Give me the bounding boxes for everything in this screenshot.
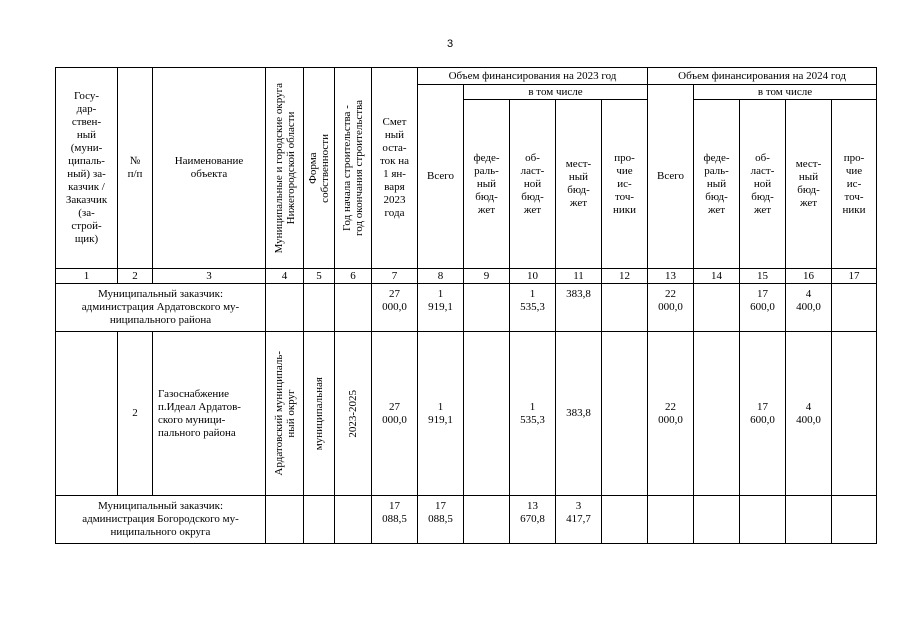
header-federal-2024: феде- раль- ный бюд- жет — [694, 100, 740, 269]
header-years — [335, 68, 372, 269]
years-text: 2023-2025 — [347, 389, 359, 438]
page-number: 3 — [447, 38, 454, 50]
federal-2024-cell — [694, 332, 740, 496]
col-number: 15 — [740, 269, 786, 284]
regional-2024-cell — [740, 496, 786, 544]
federal-2024-cell — [694, 284, 740, 332]
col-number: 11 — [556, 269, 602, 284]
balance-cell: 27 000,0 — [372, 332, 418, 496]
header-regional-2024: об- ласт- ной бюд- жет — [740, 100, 786, 269]
years-cell — [335, 332, 372, 496]
other-2023-cell — [602, 332, 648, 496]
header-local-2023: мест- ный бюд- жет — [556, 100, 602, 269]
federal-2023-cell — [464, 284, 510, 332]
total-2023-cell: 1 919,1 — [418, 332, 464, 496]
header-row-1 — [56, 68, 877, 85]
other-2023-cell — [602, 496, 648, 544]
municipality-cell — [266, 332, 304, 496]
col-number: 17 — [832, 269, 877, 284]
col-number: 5 — [304, 269, 335, 284]
header-ownership-text: Форма собственности — [307, 133, 331, 203]
total-2023-cell: 17 088,5 — [418, 496, 464, 544]
municipality-cell — [266, 496, 304, 544]
header-years-text: Год начала строительства - год окончания строительства — [341, 100, 365, 236]
col-number: 12 — [602, 269, 648, 284]
header-object-name: Наименование объекта — [153, 68, 266, 269]
table-row — [56, 332, 877, 496]
col-number: 10 — [510, 269, 556, 284]
header-other-2024: про- чие ис- точ- ники — [832, 100, 877, 269]
balance-cell: 17 088,5 — [372, 496, 418, 544]
col-number: 3 — [153, 269, 266, 284]
regional-2023-cell: 1 535,3 — [510, 332, 556, 496]
total-2024-cell: 22 000,0 — [648, 284, 694, 332]
header-incl-2023: в том числе — [464, 85, 648, 100]
col-number: 14 — [694, 269, 740, 284]
header-total-2023: Всего — [418, 85, 464, 269]
regional-2023-cell: 1 535,3 — [510, 284, 556, 332]
col-number: 16 — [786, 269, 832, 284]
local-2024-cell: 4 400,0 — [786, 284, 832, 332]
column-number-row — [56, 269, 877, 284]
header-ownership — [304, 68, 335, 269]
local-2023-cell: 383,8 — [556, 332, 602, 496]
regional-2024-cell: 17 600,0 — [740, 284, 786, 332]
header-balance: Смет ный оста- ток на 1 ян- варя 2023 года — [372, 68, 418, 269]
col-number: 7 — [372, 269, 418, 284]
header-municipality — [266, 68, 304, 269]
municipality-text: Ардатовский муниципаль- ный округ — [272, 351, 297, 476]
header-total-2024: Всего — [648, 85, 694, 269]
other-2024-cell — [832, 332, 877, 496]
header-other-2023: про- чие ис- точ- ники — [602, 100, 648, 269]
col-number: 6 — [335, 269, 372, 284]
header-customer: Госу- дар- ствен- ный (муни- ципаль- ный) за- казчик / Заказчик (за- строй- щик) — [56, 68, 118, 269]
ownership-cell — [304, 496, 335, 544]
total-2024-cell: 22 000,0 — [648, 332, 694, 496]
federal-2023-cell — [464, 496, 510, 544]
local-2023-cell: 383,8 — [556, 284, 602, 332]
col-number: 9 — [464, 269, 510, 284]
years-cell — [335, 284, 372, 332]
col-number: 4 — [266, 269, 304, 284]
header-local-2024: мест- ный бюд- жет — [786, 100, 832, 269]
balance-cell: 27 000,0 — [372, 284, 418, 332]
object-name: Газоснабжение п.Идеал Ардатов- ского муници- пального района — [153, 332, 266, 496]
ownership-cell — [304, 284, 335, 332]
col-number: 1 — [56, 269, 118, 284]
header-fin-2023: Объем финансирования на 2023 год — [418, 68, 648, 85]
other-2024-cell — [832, 496, 877, 544]
total-2024-cell — [648, 496, 694, 544]
federal-2023-cell — [464, 332, 510, 496]
financing-table — [55, 67, 877, 544]
header-num: № п/п — [118, 68, 153, 269]
customer-label: Муниципальный заказчик: администрация Богородского му- ниципального округа — [56, 496, 266, 544]
federal-2024-cell — [694, 496, 740, 544]
ownership-cell — [304, 332, 335, 496]
col-number: 8 — [418, 269, 464, 284]
col-number: 13 — [648, 269, 694, 284]
header-municipality-text: Муниципальные и городские округа Нижегородской области — [272, 82, 297, 254]
local-2024-cell: 4 400,0 — [786, 332, 832, 496]
customer-label: Муниципальный заказчик: администрация Ардатовского му- ниципального района — [56, 284, 266, 332]
header-federal-2023: феде- раль- ный бюд- жет — [464, 100, 510, 269]
table-row — [56, 284, 877, 332]
other-2024-cell — [832, 284, 877, 332]
other-2023-cell — [602, 284, 648, 332]
header-regional-2023: об- ласт- ной бюд- жет — [510, 100, 556, 269]
header-fin-2024: Объем финансирования на 2024 год — [648, 68, 877, 85]
years-cell — [335, 496, 372, 544]
local-2024-cell — [786, 496, 832, 544]
regional-2023-cell: 13 670,8 — [510, 496, 556, 544]
total-2023-cell: 1 919,1 — [418, 284, 464, 332]
col-number: 2 — [118, 269, 153, 284]
customer-cell — [56, 332, 118, 496]
municipality-cell — [266, 284, 304, 332]
table-row — [56, 496, 877, 544]
regional-2024-cell: 17 600,0 — [740, 332, 786, 496]
local-2023-cell: 3 417,7 — [556, 496, 602, 544]
ownership-text: муниципальная — [313, 376, 325, 451]
header-incl-2024: в том числе — [694, 85, 877, 100]
object-num: 2 — [118, 332, 153, 496]
